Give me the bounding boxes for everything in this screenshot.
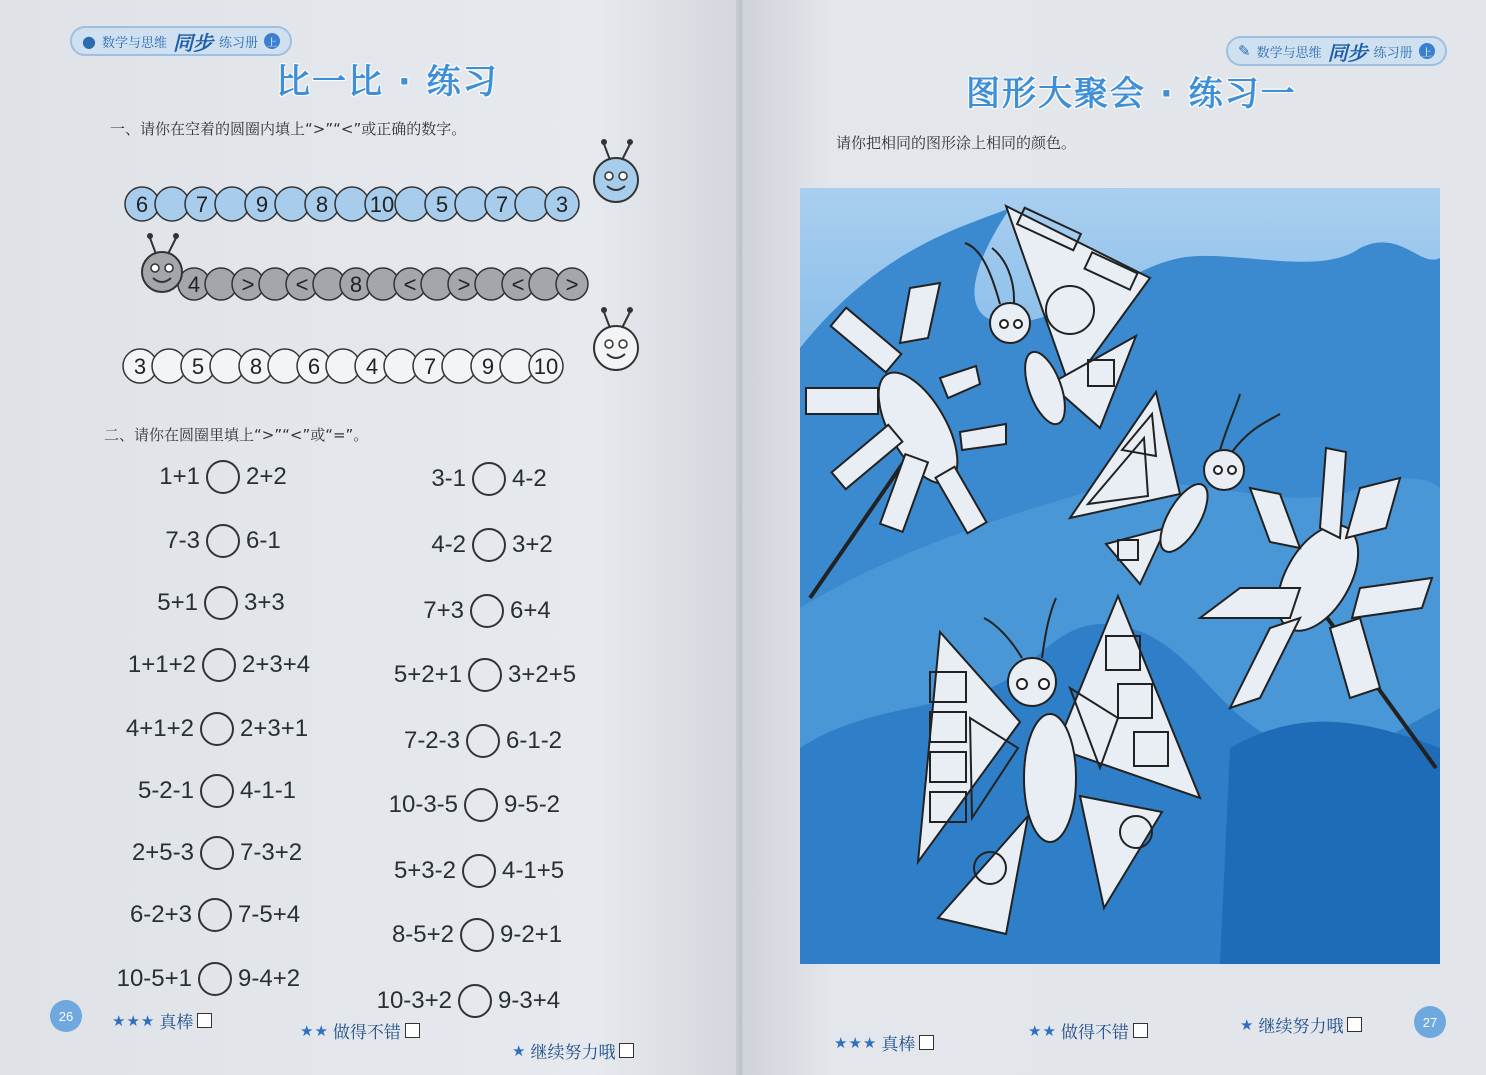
segment-label: 3	[133, 354, 147, 379]
caterpillar-antenna	[604, 312, 610, 328]
equation-right-expression: 7-3+2	[240, 839, 303, 866]
answer-circle[interactable]	[468, 658, 502, 692]
caterpillar-segment	[515, 187, 549, 221]
equation-right-expression: 2+3+4	[242, 651, 311, 678]
caterpillar-segment	[275, 187, 309, 221]
ladybug-icon: ●	[82, 31, 96, 51]
pencil-icon: ✎	[1238, 42, 1251, 60]
segment-label: >	[565, 272, 579, 297]
segment-label: >	[457, 272, 471, 297]
equation-row	[98, 712, 330, 746]
petal-rectangle	[806, 388, 878, 414]
star-icon: ★★★	[834, 1033, 878, 1052]
rating-2-stars	[1028, 1018, 1148, 1043]
equation-right-expression: 3+3	[244, 589, 285, 616]
equation-left-expression: 10-3+2	[376, 987, 452, 1014]
equation-row	[360, 854, 592, 888]
caterpillar-segment	[395, 187, 429, 221]
answer-circle[interactable]	[206, 460, 240, 494]
equation-left-expression: 1+1+2	[127, 651, 196, 678]
star-icon: ★★	[1028, 1021, 1057, 1040]
coloring-instruction: 请你把相同的图形涂上相同的颜色。	[836, 134, 1077, 152]
header-volume-badge: 上	[264, 33, 280, 49]
answer-circle[interactable]	[200, 774, 234, 808]
rating-checkbox[interactable]	[405, 1023, 420, 1038]
equation-row	[96, 898, 328, 932]
equation-left-expression: 4+1+2	[125, 715, 194, 742]
segment-label: 6	[307, 354, 321, 379]
section1-instruction: 一、请你在空着的圆圈内填上“>”“<”或正确的数字。	[110, 120, 467, 138]
star-icon: ★★	[300, 1021, 329, 1040]
antenna-tip	[173, 233, 179, 239]
equation-row	[98, 836, 330, 870]
segment-label: 6	[135, 192, 149, 217]
segment-label: 10	[369, 192, 395, 217]
equation-right-expression: 6-1	[246, 527, 281, 554]
equation-row	[366, 658, 598, 692]
answer-circle[interactable]	[200, 836, 234, 870]
equation-right-expression: 4-1-1	[240, 777, 297, 804]
segment-label: 7	[495, 192, 509, 217]
equation-right-expression: 3+2	[512, 531, 553, 558]
caterpillar-eye	[619, 172, 627, 180]
caterpillar-head	[142, 252, 182, 292]
caterpillar-segment	[335, 187, 369, 221]
antenna-tip	[627, 307, 633, 313]
equation-row	[104, 460, 336, 494]
equation-left-expression: 6-2+3	[129, 901, 192, 928]
equation-left-expression: 10-5+1	[116, 965, 192, 992]
answer-circle[interactable]	[206, 524, 240, 558]
caterpillar-antenna	[150, 238, 156, 254]
answer-circle[interactable]	[204, 586, 238, 620]
equation-row	[104, 524, 336, 558]
answer-circle[interactable]	[198, 962, 232, 996]
segment-label: 3	[555, 192, 569, 217]
equation-right-expression: 6-1-2	[506, 727, 563, 754]
antenna-tip	[601, 139, 607, 145]
rating-label: 做得不错	[1060, 1023, 1129, 1043]
segment-label: <	[511, 272, 525, 297]
page-number-left: 26	[50, 1000, 82, 1032]
page-number-right: 27	[1414, 1006, 1446, 1038]
antenna-tip	[601, 307, 607, 313]
caterpillar-blue	[118, 130, 648, 230]
segment-label: 10	[533, 354, 559, 379]
caterpillar-segment	[215, 187, 249, 221]
equation-right-expression: 2+3+1	[240, 715, 309, 742]
header-volume-badge: 上	[1419, 43, 1435, 59]
caterpillar-white	[118, 300, 648, 395]
equation-right-expression: 7-5+4	[238, 901, 301, 928]
caterpillar-eye	[165, 264, 173, 272]
answer-circle[interactable]	[460, 918, 494, 952]
rating-1-star	[512, 1038, 634, 1063]
equation-left-expression: 2+5-3	[131, 839, 194, 866]
rating-label: 继续努力哦	[530, 1043, 616, 1063]
butterfly-head	[990, 303, 1030, 343]
equation-left-expression: 5-2-1	[137, 777, 194, 804]
caterpillar-head	[594, 158, 638, 202]
equation-right-expression: 9-5-2	[504, 791, 561, 818]
equation-row	[100, 648, 332, 682]
equation-left-expression: 3-1	[431, 465, 466, 492]
rating-label: 真棒	[881, 1035, 916, 1055]
segment-label: 9	[255, 192, 269, 217]
equation-left-expression: 10-3-5	[388, 791, 458, 818]
header-prefix: 数学与思维	[1256, 45, 1322, 61]
caterpillar-eye	[619, 340, 627, 348]
equation-right-expression: 4-2	[512, 465, 547, 492]
equation-row	[102, 586, 334, 620]
equation-left-expression: 5+2+1	[393, 661, 462, 688]
segment-label: 7	[423, 354, 437, 379]
equation-row	[98, 774, 330, 808]
answer-circle[interactable]	[466, 724, 500, 758]
antenna-tip	[627, 139, 633, 145]
answer-circle[interactable]	[458, 984, 492, 1018]
rating-checkbox[interactable]	[919, 1035, 934, 1050]
equation-left-expression: 7-2-3	[403, 727, 460, 754]
equation-right-expression: 9-4+2	[238, 965, 301, 992]
segment-label: 4	[365, 354, 379, 379]
rating-checkbox[interactable]	[197, 1013, 212, 1028]
segment-label: >	[241, 272, 255, 297]
header-brand: 同步	[172, 30, 213, 55]
antenna-tip	[147, 233, 153, 239]
caterpillar-eye	[605, 172, 613, 180]
rating-label: 真棒	[159, 1013, 194, 1033]
rating-checkbox[interactable]	[619, 1043, 634, 1058]
equation-right-expression: 4-1+5	[502, 857, 565, 884]
left-page-title: 比一比 · 练习	[276, 62, 499, 102]
star-icon: ★	[512, 1041, 527, 1060]
equation-right-expression: 9-3+4	[498, 987, 561, 1014]
star-icon: ★★★	[112, 1011, 156, 1030]
header-brand: 同步	[1327, 40, 1368, 65]
right-header-badge	[1226, 36, 1447, 66]
equation-right-expression: 6+4	[510, 597, 551, 624]
equation-left-expression: 4-2	[431, 531, 466, 558]
equation-left-expression: 7-3	[165, 527, 200, 554]
equation-row	[370, 528, 602, 562]
segment-label: 5	[435, 192, 449, 217]
caterpillar-eye	[151, 264, 159, 272]
caterpillar-antenna	[622, 144, 630, 160]
equation-row	[364, 724, 596, 758]
caterpillar-head	[594, 326, 638, 370]
equation-row	[370, 462, 602, 496]
caterpillar-antenna	[622, 312, 630, 328]
bush-shape	[1220, 722, 1440, 964]
answer-circle[interactable]	[200, 712, 234, 746]
segment-label: 8	[315, 192, 329, 217]
equation-left-expression: 5+3-2	[393, 857, 456, 884]
equation-row	[96, 962, 328, 996]
butterfly-body	[1024, 714, 1076, 842]
segment-label: 8	[349, 272, 363, 297]
equation-left-expression: 5+1	[157, 589, 198, 616]
equation-left-expression: 8-5+2	[391, 921, 454, 948]
caterpillar-segment	[455, 187, 489, 221]
segment-label: <	[403, 272, 417, 297]
coloring-picture	[800, 188, 1440, 964]
segment-label: 4	[187, 272, 201, 297]
rating-1-star	[1240, 1012, 1362, 1037]
answer-circle[interactable]	[464, 788, 498, 822]
star-icon: ★	[1240, 1015, 1255, 1034]
equation-row	[356, 984, 588, 1018]
left-page	[0, 0, 742, 1075]
rating-3-stars	[112, 1008, 212, 1033]
equation-right-expression: 2+2	[246, 463, 287, 490]
answer-circle[interactable]	[470, 594, 504, 628]
segment-label: 8	[249, 354, 263, 379]
equation-row	[368, 594, 600, 628]
equation-row	[358, 918, 590, 952]
answer-circle[interactable]	[472, 462, 506, 496]
equation-row	[362, 788, 594, 822]
caterpillar-segment	[155, 187, 189, 221]
segment-label: 5	[191, 354, 205, 379]
equation-left-expression: 7+3	[423, 597, 464, 624]
equation-right-expression: 3+2+5	[508, 661, 577, 688]
caterpillar-antenna	[604, 144, 610, 160]
segment-label: 9	[481, 354, 495, 379]
answer-circle[interactable]	[472, 528, 506, 562]
caterpillar-antenna	[168, 238, 176, 254]
header-prefix: 数学与思维	[101, 35, 167, 51]
caterpillar-eye	[605, 340, 613, 348]
rating-3-stars	[834, 1030, 934, 1055]
answer-circle[interactable]	[198, 898, 232, 932]
rating-checkbox[interactable]	[1347, 1017, 1362, 1032]
rating-label: 做得不错	[332, 1023, 401, 1043]
answer-circle[interactable]	[202, 648, 236, 682]
rating-checkbox[interactable]	[1133, 1023, 1148, 1038]
equation-right-expression: 9-2+1	[500, 921, 563, 948]
left-header-badge	[70, 26, 292, 56]
butterfly-head	[1204, 450, 1244, 490]
answer-circle[interactable]	[462, 854, 496, 888]
segment-label: 7	[195, 192, 209, 217]
header-suffix: 练习册	[1373, 45, 1413, 61]
header-suffix: 练习册	[218, 35, 258, 51]
rating-2-stars	[300, 1018, 420, 1043]
equation-left-expression: 1+1	[159, 463, 200, 490]
right-page-title: 图形大聚会 · 练习一	[966, 74, 1297, 114]
rating-label: 继续努力哦	[1258, 1017, 1344, 1037]
segment-label: <	[295, 272, 309, 297]
section2-instruction: 二、请你在圆圈里填上“>”“<”或“=”。	[104, 426, 369, 444]
